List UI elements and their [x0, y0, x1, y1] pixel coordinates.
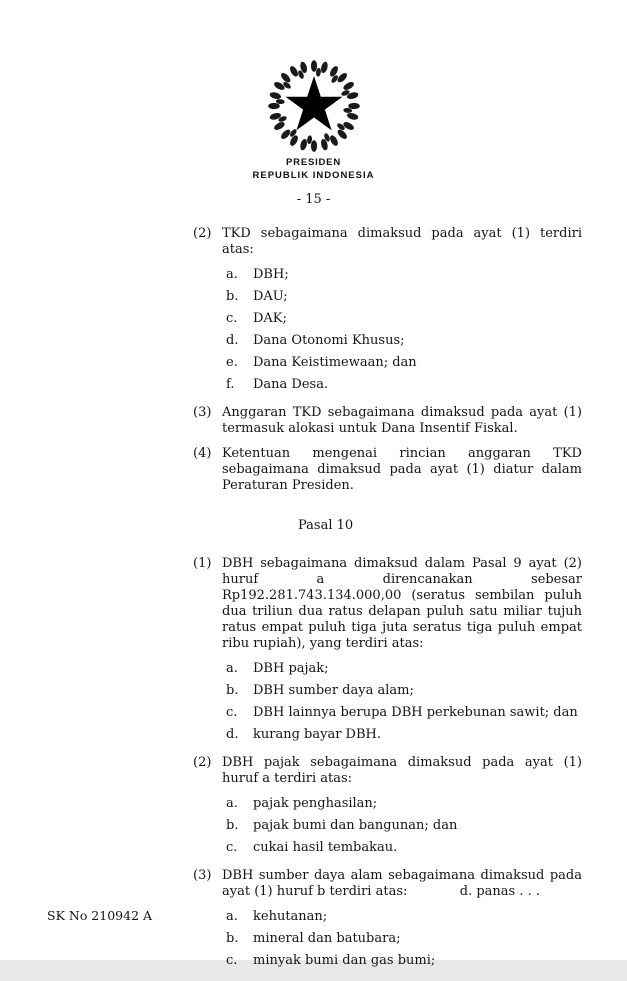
list-subitem	[226, 377, 582, 393]
item-text: Ketentuan mengenai rincian anggaran TKD sebagaimana dimaksud pada ayat (1) diatur dalam Peraturan Presiden.	[222, 446, 582, 493]
subitem-list	[226, 267, 582, 393]
presidential-emblem-icon	[268, 60, 360, 152]
list-subitem	[226, 267, 582, 283]
list-subitem	[226, 683, 582, 699]
item-number: (2)	[193, 226, 212, 241]
sk-number: SK No 210942 A	[47, 908, 153, 923]
subitem-text: DAU;	[253, 289, 288, 304]
list-item	[193, 556, 582, 652]
letterhead-subtitle: REPUBLIK INDONESIA	[252, 170, 375, 181]
subitem-text: Dana Desa.	[253, 377, 329, 392]
list-item	[193, 446, 582, 494]
subitem-letter: c.	[226, 705, 238, 720]
item-number: (3)	[193, 405, 212, 420]
subitem-text: kurang bayar DBH.	[253, 727, 382, 742]
star-icon	[285, 76, 342, 130]
list-subitem	[226, 661, 582, 677]
subitem-text: minyak bumi dan gas bumi;	[253, 953, 436, 968]
subitem-text: DBH pajak;	[253, 661, 329, 676]
subitem-letter: a.	[226, 796, 238, 811]
document-body	[193, 226, 582, 981]
subitem-text: Dana Keistimewaan; dan	[253, 355, 417, 370]
subitem-letter: c.	[226, 311, 238, 326]
list-subitem	[226, 909, 582, 925]
list-subitem	[226, 311, 582, 327]
list-item	[193, 226, 582, 258]
subitem-letter: b.	[226, 289, 239, 304]
subitem-text: Dana Otonomi Khusus;	[253, 333, 405, 348]
subitem-letter: d.	[226, 727, 239, 742]
item-text: Anggaran TKD sebagaimana dimaksud pada ayat (1) termasuk alokasi untuk Dana Insentif Fiskal.	[222, 405, 582, 436]
subitem-letter: a.	[226, 267, 238, 282]
item-text: DBH pajak sebagaimana dimaksud pada ayat (1) huruf a terdiri atas:	[222, 755, 582, 786]
item-text: DBH sumber daya alam sebagaimana dimaksud pada ayat (1) huruf b terdiri atas:	[222, 868, 582, 899]
subitem-letter: b.	[226, 931, 239, 946]
list-subitem	[226, 727, 582, 743]
item-text: TKD sebagaimana dimaksud pada ayat (1) terdiri atas:	[222, 226, 582, 257]
item-number: (4)	[193, 446, 212, 461]
list-subitem	[226, 289, 582, 305]
list-subitem	[226, 705, 582, 721]
subitem-text: pajak bumi dan bangunan; dan	[253, 818, 458, 833]
subitem-list	[226, 796, 582, 856]
subitem-list	[226, 909, 582, 969]
subitem-list	[226, 661, 582, 743]
item-number: (3)	[193, 868, 212, 883]
subitem-text: DAK;	[253, 311, 287, 326]
subitem-letter: b.	[226, 683, 239, 698]
item-number: (1)	[193, 556, 212, 571]
subitem-letter: e.	[226, 355, 238, 370]
subitem-text: mineral dan batubara;	[253, 931, 401, 946]
subitem-letter: a.	[226, 909, 238, 924]
list-subitem	[226, 355, 582, 371]
list-subitem	[226, 931, 582, 947]
subitem-letter: f.	[226, 377, 235, 392]
letterhead	[0, 60, 627, 181]
subitem-text: DBH sumber daya alam;	[253, 683, 414, 698]
list-subitem	[226, 818, 582, 834]
list-subitem	[226, 953, 582, 969]
subitem-letter: c.	[226, 953, 238, 968]
subitem-text: pajak penghasilan;	[253, 796, 378, 811]
subitem-text: DBH lainnya berupa DBH perkebunan sawit; dan	[253, 705, 578, 720]
list-subitem	[226, 840, 582, 856]
item-number: (2)	[193, 755, 212, 770]
list-item	[193, 755, 582, 787]
subitem-text: DBH;	[253, 267, 289, 282]
item-text: DBH sebagaimana dimaksud dalam Pasal 9 ayat (2) huruf a direncanakan sebesar Rp192.281.743.134.000,00 (seratus sembilan puluh dua triliun dua ratus delapan puluh satu miliar tujuh ratus empat puluh tiga juta seratus tiga puluh empat ribu rupiah), yang terdiri atas:	[222, 556, 582, 651]
catchword: d. panas . . .	[459, 884, 540, 899]
subitem-text: cukai hasil tembakau.	[253, 840, 398, 855]
list-subitem	[226, 333, 582, 349]
letterhead-title: PRESIDEN	[286, 157, 341, 168]
list-subitem	[226, 796, 582, 812]
subitem-letter: a.	[226, 661, 238, 676]
subitem-letter: b.	[226, 818, 239, 833]
section-heading: Pasal 10	[298, 518, 354, 533]
subitem-letter: c.	[226, 840, 238, 855]
subitem-text: kehutanan;	[253, 909, 328, 924]
page-number: - 15 -	[296, 192, 331, 207]
list-item	[193, 405, 582, 437]
subitem-letter: d.	[226, 333, 239, 348]
